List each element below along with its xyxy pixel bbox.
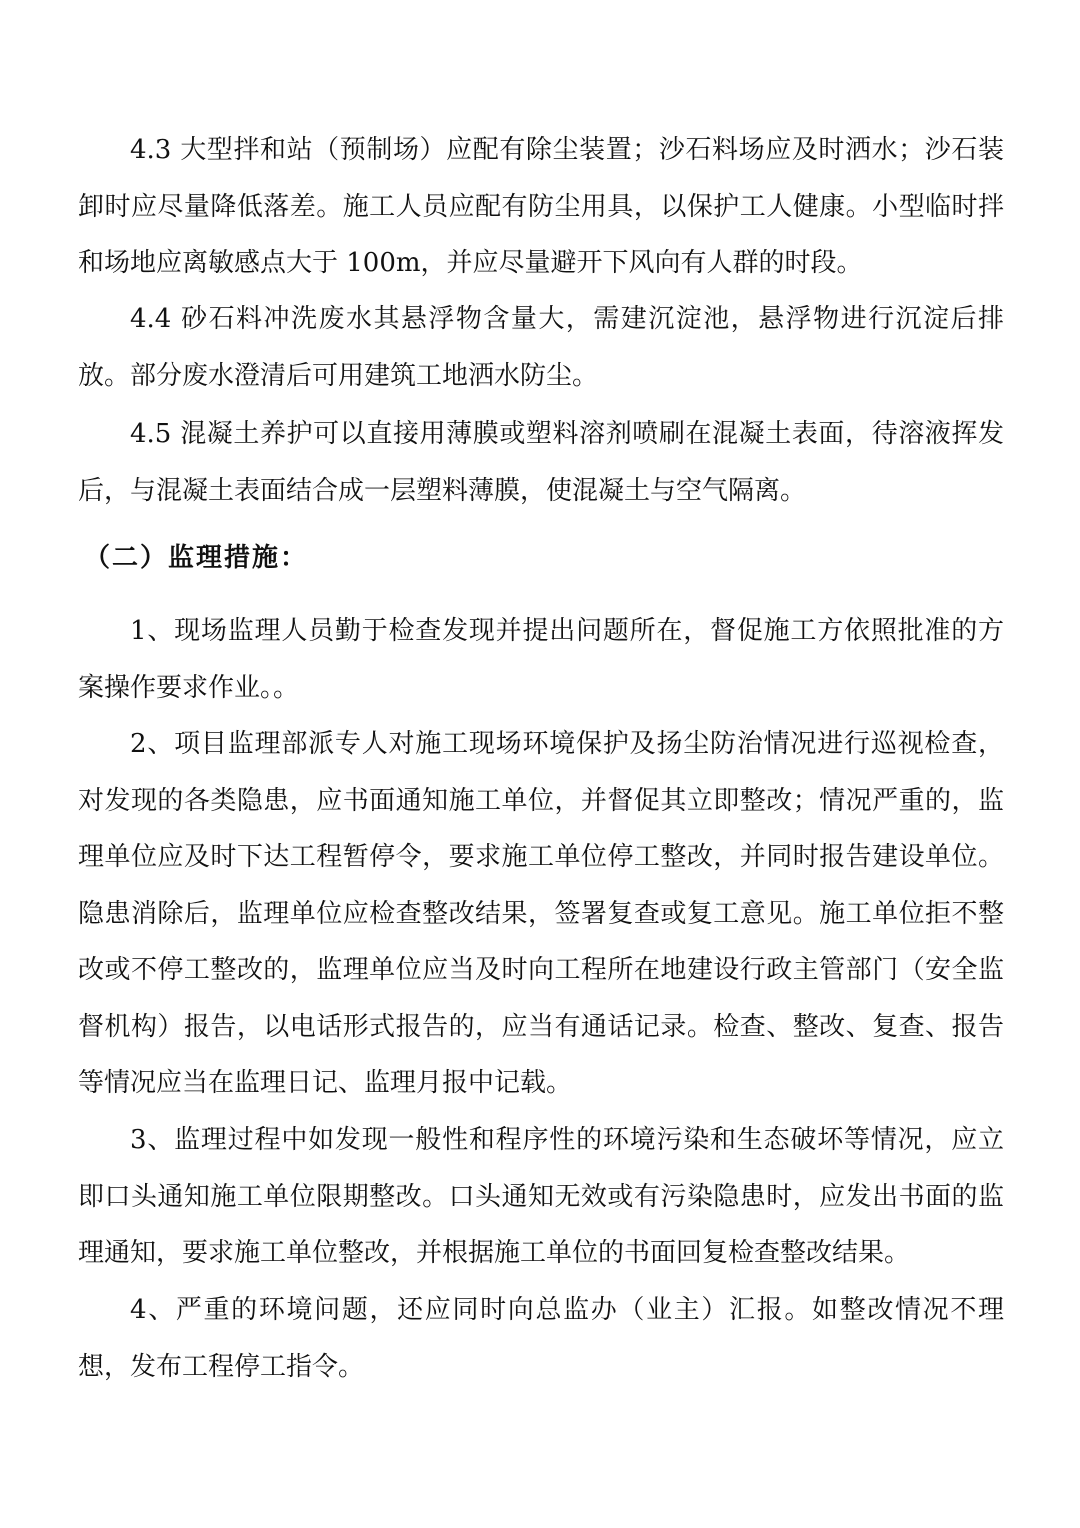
paragraph-4-3: 4.3 大型拌和站（预制场）应配有除尘装置；沙石料场应及时洒水；沙石装卸时应尽量降低落差。施工人员应配有防尘用具，以保护工人健康。小型临时拌和场地应离敏感点大于 100m，并应尽量避开下风向有人群的时段。 [78, 135, 1004, 278]
supervision-item-2: 2、项目监理部派专人对施工现场环境保护及扬尘防治情况进行巡视检查，对发现的各类隐患，应书面通知施工单位，并督促其立即整改；情况严重的，监理单位应及时下达工程暂停令，要求施工单位停工整改，并同时报告建设单位。隐患消除后，监理单位应检查整改结果，签署复查或复工意见。施工单位拒不整改或不停工整改的，监理单位应当及时向工程所在地建设行政主管部门（安全监督机构）报告，以电话形式报告的，应当有通话记录。检查、整改、复查、报告等情况应当在监理日记、监理月报中记载。 [78, 729, 1004, 1098]
supervision-item-3: 3、监理过程中如发现一般性和程序性的环境污染和生态破坏等情况，应立即口头通知施工单位限期整改。口头通知无效或有污染隐患时，应发出书面的监理通知，要求施工单位整改，并根据施工单位的书面回复检查整改结果。 [78, 1125, 1004, 1268]
paragraph-4-5: 4.5 混凝土养护可以直接用薄膜或塑料溶剂喷刷在混凝土表面，待溶液挥发后，与混凝土表面结合成一层塑料薄膜，使混凝土与空气隔离。 [78, 419, 1004, 506]
supervision-item-4: 4、严重的环境问题，还应同时向总监办（业主）汇报。如整改情况不理想，发布工程停工指令。 [78, 1295, 1004, 1382]
paragraph-4-4: 4.4 砂石料冲洗废水其悬浮物含量大，需建沉淀池，悬浮物进行沉淀后排放。部分废水澄清后可用建筑工地洒水防尘。 [78, 304, 1004, 391]
supervision-item-1: 1、现场监理人员勤于检查发现并提出问题所在，督促施工方依照批准的方案操作要求作业。。 [78, 616, 1004, 703]
section-heading-supervision: （二）监理措施： [84, 543, 309, 573]
